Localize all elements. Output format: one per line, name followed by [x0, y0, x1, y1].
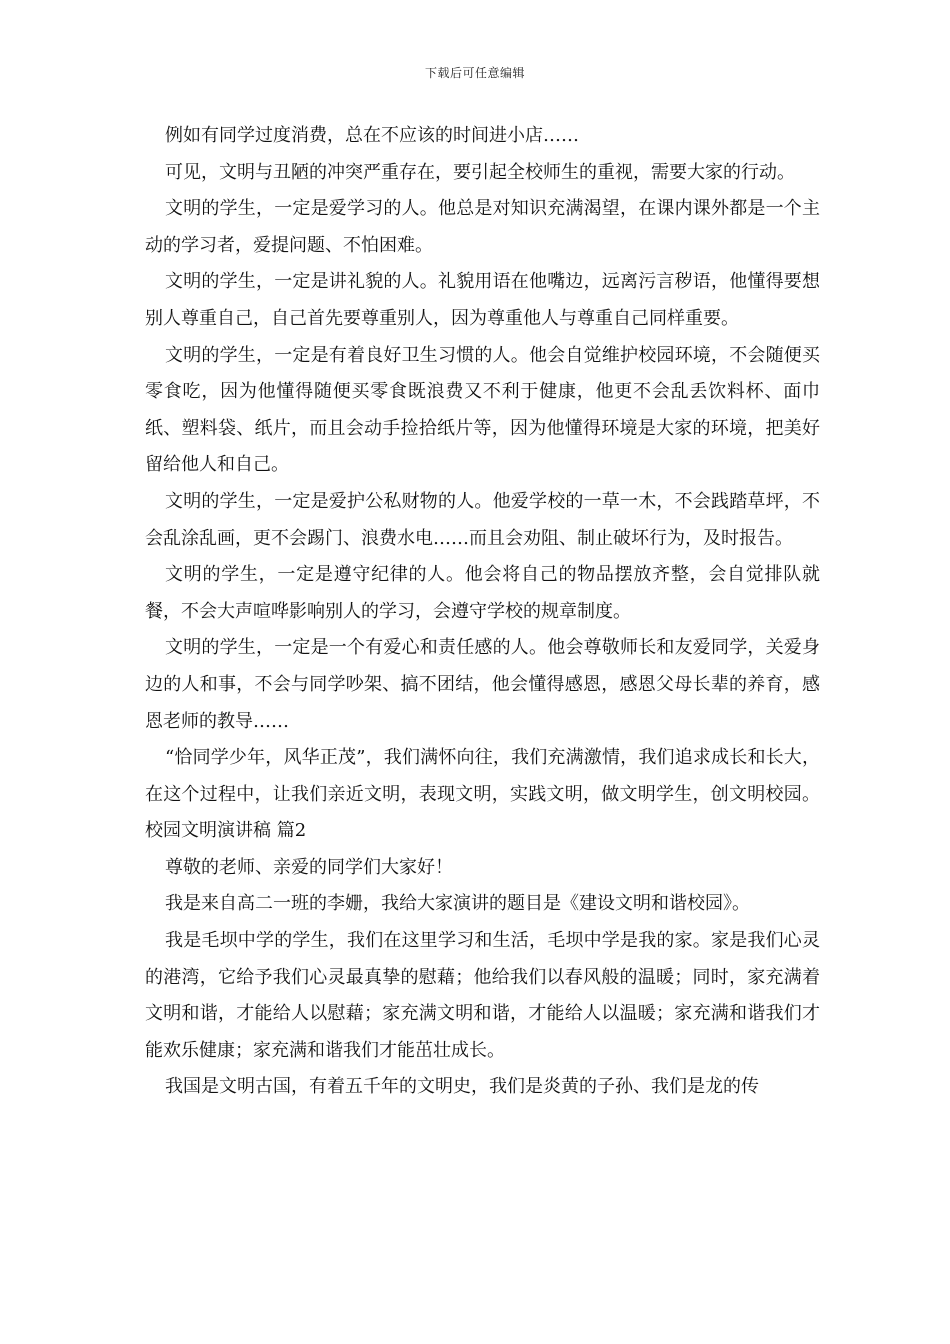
- paragraph: 我是来自高二一班的李姗，我给大家演讲的题目是《建设文明和谐校园》。: [165, 893, 750, 915]
- paragraph: 我是毛坝中学的学生，我们在这里学习和生活，毛坝中学是我的家。家是我们心灵的港湾，它给予我们心灵最真挚的慰藉；他给我们以春风般的温暖；同时，家充满着文明和谐，才能给人以慰藉；家充满文明和谐，才能给人以温暖；家充满和谐我们才能欢乐健康；家充满和谐我们才能茁壮成长。: [145, 930, 820, 1061]
- paragraph: 例如有同学过度消费，总在不应该的时间进小店……: [165, 125, 579, 146]
- page-header: 下载后可任意编辑: [424, 66, 525, 80]
- paragraph: 文明的学生，一定是有着良好卫生习惯的人。他会自觉维护校园环境，不会随便买零食吃，因为他懂得随便买零食既浪费又不利于健康，他更不会乱丢饮料杯、面巾纸、塑料袋、纸片，而且会动手捡拾纸片等，因为他懂得环境是大家的环境，把美好留给他人和自己。: [145, 344, 820, 476]
- paragraph: 文明的学生，一定是讲礼貌的人。礼貌用语在他嘴边，远离污言秽语，他懂得要想别人尊重自己，自己首先要尊重别人，因为尊重他人与尊重自己同样重要。: [145, 271, 820, 329]
- paragraph: 文明的学生，一定是爱护公私财物的人。他爱学校的一草一木，不会践踏草坪，不会乱涂乱画，更不会踢门、浪费水电……而且会劝阻、制止破坏行为，及时报告。: [145, 490, 820, 549]
- paragraph: 文明的学生，一定是爱学习的人。他总是对知识充满渴望，在课内课外都是一个主动的学习者，爱提问题、不怕困难。: [145, 198, 820, 256]
- paragraph: 可见，文明与丑陋的冲突严重存在，要引起全校师生的重视，需要大家的行动。: [165, 161, 795, 183]
- paragraph: 尊敬的老师、亲爱的同学们大家好！: [165, 856, 453, 878]
- paragraph: “恰同学少年，风华正茂”，我们满怀向往，我们充满激情，我们追求成长和长大，在这个过程中，让我们亲近文明，表现文明，实践文明，做文明学生，创文明校园。校园文明演讲稿 篇2: [145, 747, 820, 842]
- document-body: [145, 118, 820, 1106]
- paragraph: 我国是文明古国，有着五千年的文明史，我们是炎黄的子孙、我们是龙的传: [165, 1076, 759, 1098]
- paragraph: 文明的学生，一定是遵守纪律的人。他会将自己的物品摆放齐整，会自觉排队就餐，不会大声喧哗影响别人的学习，会遵守学校的规章制度。: [145, 564, 820, 622]
- paragraph: 文明的学生，一定是一个有爱心和责任感的人。他会尊敬师长和友爱同学，关爱身边的人和事，不会与同学吵架、搞不团结，他会懂得感恩，感恩父母长辈的养育，感恩老师的教导……: [145, 637, 820, 732]
